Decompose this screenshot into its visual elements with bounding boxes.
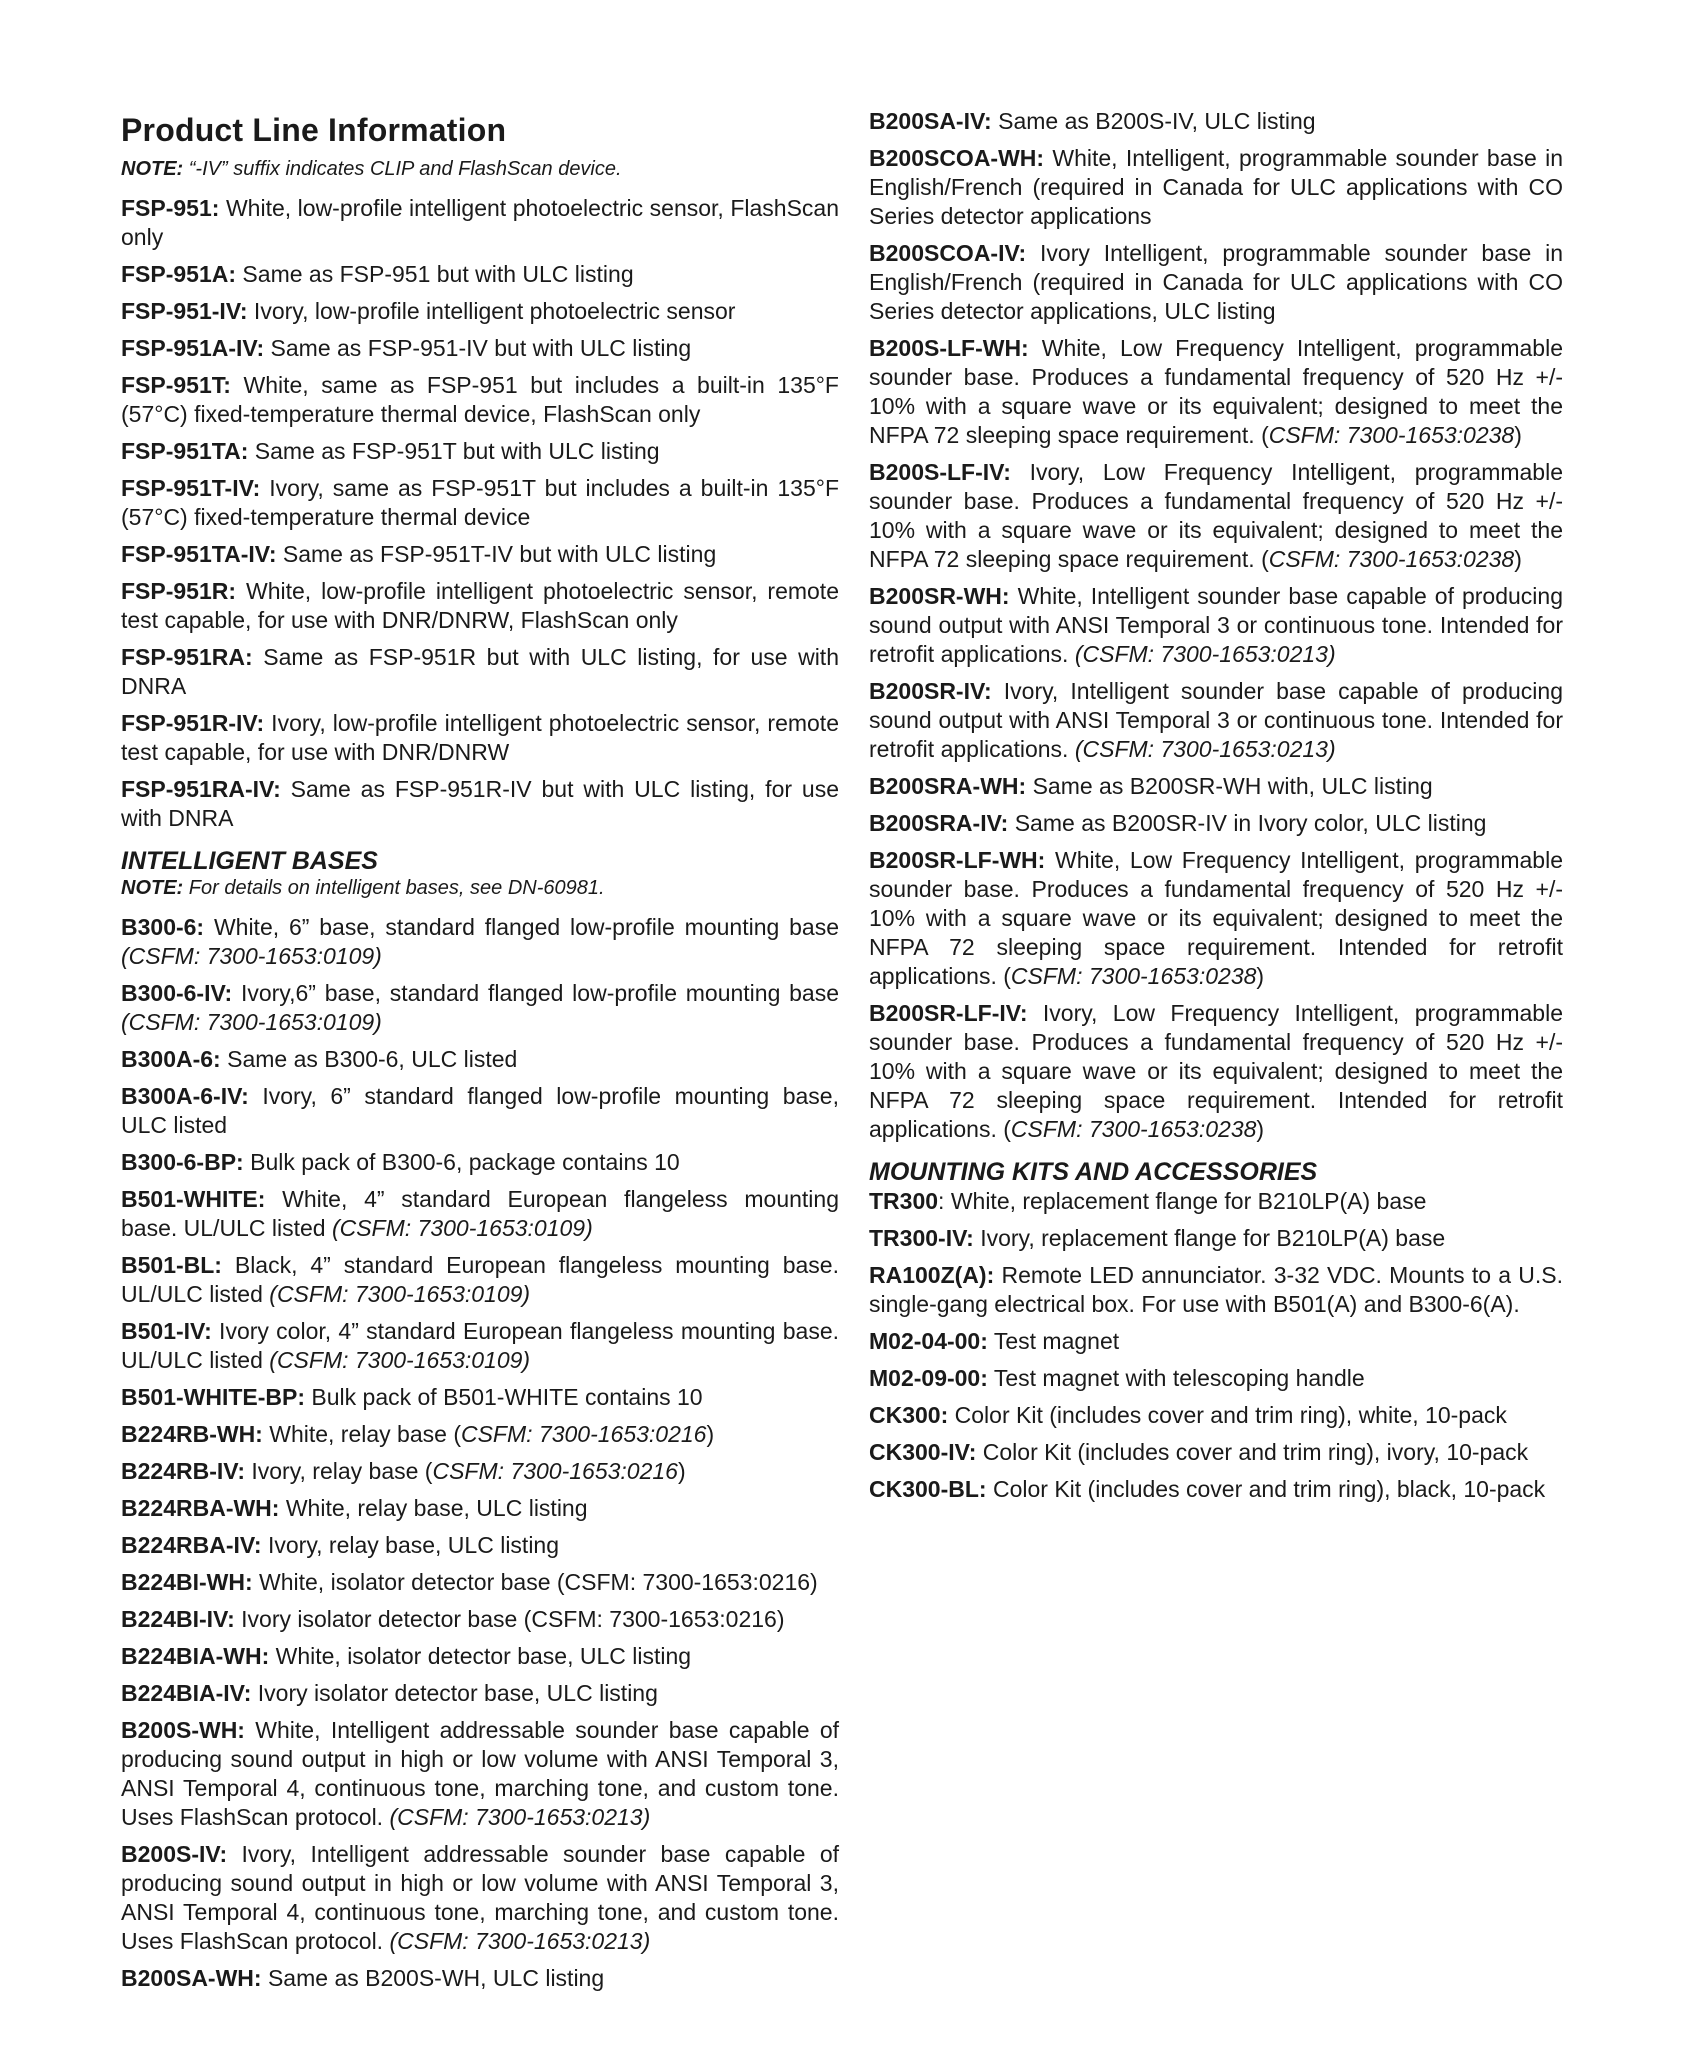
product-item: [869, 1401, 1563, 1430]
text-segment: White, relay base, ULC listing: [279, 1495, 588, 1521]
page-title: [121, 112, 839, 148]
product-code: FSP-951A:: [121, 261, 237, 287]
text-segment: White, Intelligent sounder base capable of producing sound output with ANSI Temporal 3 or continuous tone. Intended for retrofit applications.: [869, 583, 1563, 667]
product-code: FSP-951:: [121, 195, 220, 221]
text-segment: White, 6” base, standard flanged low-profile mounting base: [204, 914, 839, 940]
product-code: RA100Z(A):: [869, 1262, 995, 1288]
text-segment: Ivory, Intelligent sounder base capable of producing sound output with ANSI Temporal 3 or continuous tone. Intended for retrofit applications.: [869, 678, 1563, 762]
text-segment: Ivory isolator detector base (CSFM: 7300-1653:0216): [234, 1606, 785, 1632]
product-code: FSP-951TA-IV:: [121, 541, 277, 567]
product-item: [121, 1148, 839, 1177]
text-segment: Same as B200SR-WH with, ULC listing: [1026, 773, 1433, 799]
text-segment: Ivory, low-profile intelligent photoelectric sensor: [247, 298, 736, 324]
product-code: FSP-951RA-IV:: [121, 776, 281, 802]
product-item: [121, 1420, 839, 1449]
text-segment: Same as FSP-951T-IV but with ULC listing: [276, 541, 717, 567]
text-segment: White, relay base (: [262, 1421, 461, 1447]
product-item: [869, 144, 1563, 231]
product-code: FSP-951A-IV:: [121, 335, 265, 361]
text-segment: White, low-profile intelligent photoelectric sensor, remote test capable, for use with DNR/DNRW, FlashScan only: [121, 578, 839, 633]
text-segment: Ivory, relay base, ULC listing: [261, 1532, 560, 1558]
product-item: [121, 371, 839, 429]
product-code: B200SRA-IV:: [869, 810, 1009, 836]
product-item: [121, 474, 839, 532]
text-segment: Black, 4” standard European flangeless mounting base. UL/ULC listed: [121, 1252, 839, 1307]
product-code: B200SRA-WH:: [869, 773, 1027, 799]
product-item: [869, 677, 1563, 764]
italic-text-segment: (CSFM: 7300-1653:0109): [121, 1009, 382, 1035]
product-code: B200S-WH:: [121, 1717, 245, 1743]
text-segment: Same as FSP-951R but with ULC listing, for use with DNRA: [121, 644, 839, 699]
italic-text-segment: CSFM: 7300-1653:0216: [432, 1458, 678, 1484]
text-segment: Ivory, relay base (: [244, 1458, 433, 1484]
text-segment: Ivory, 6” standard flanged low-profile mounting base, ULC listed: [121, 1083, 839, 1138]
product-item: [869, 1187, 1563, 1216]
text-segment: White, same as FSP-951 but includes a built-in 135°F (57°C) fixed-temperature thermal device, FlashScan only: [121, 372, 839, 427]
text-segment: Color Kit (includes cover and trim ring), black, 10-pack: [986, 1476, 1546, 1502]
note: [121, 157, 839, 181]
product-item: [869, 107, 1563, 136]
product-item: [121, 1082, 839, 1140]
product-item: [121, 1251, 839, 1309]
product-code: M02-09-00:: [869, 1365, 988, 1391]
product-code: B200SR-IV:: [869, 678, 992, 704]
product-item: [121, 1605, 839, 1634]
text-segment: White, isolator detector base (CSFM: 7300-1653:0216): [252, 1569, 818, 1595]
product-code: B200SA-WH:: [121, 1965, 262, 1991]
note-label: NOTE:: [121, 158, 184, 180]
product-item: [121, 1716, 839, 1832]
product-item: [121, 775, 839, 833]
text-segment: White, 4” standard European flangeless mounting base. UL/ULC listed: [121, 1186, 839, 1241]
text-segment: Bulk pack of B300-6, package contains 10: [243, 1149, 680, 1175]
product-code: B300A-6-IV:: [121, 1083, 249, 1109]
product-code: TR300: [869, 1188, 939, 1214]
product-item: [869, 1327, 1563, 1356]
text-segment: White, isolator detector base, ULC listing: [269, 1643, 692, 1669]
product-code: CK300:: [869, 1402, 949, 1428]
text-segment: Same as FSP-951T but with ULC listing: [248, 438, 660, 464]
product-item: [121, 334, 839, 363]
text-segment: ): [677, 1458, 686, 1484]
product-item: [121, 1964, 839, 1993]
product-code: B224BI-WH:: [121, 1569, 253, 1595]
product-code: B224RB-IV:: [121, 1458, 245, 1484]
text-segment: Color Kit (includes cover and trim ring), white, 10-pack: [948, 1402, 1507, 1428]
product-code: FSP-951R:: [121, 578, 237, 604]
product-item: [869, 1475, 1563, 1504]
note-label: NOTE:: [121, 877, 184, 899]
product-code: CK300-BL:: [869, 1476, 987, 1502]
text-segment: White, Low Frequency Intelligent, programmable sounder base. Produces a fundamental frequency of 520 Hz +/- 10% with a square wave or its equivalent; designed to meet the NFPA 72 sleeping space requirement. Intended for retrofit applications. (: [869, 847, 1563, 989]
product-code: B200S-LF-WH:: [869, 335, 1029, 361]
product-item: [869, 582, 1563, 669]
product-code: B300-6-BP:: [121, 1149, 244, 1175]
text-segment: Ivory Intelligent, programmable sounder base in English/French (required in Canada for ULC applications with CO Series detector applications, ULC listing: [869, 240, 1563, 324]
note: [121, 876, 839, 900]
product-item: [869, 1261, 1563, 1319]
product-code: FSP-951TA:: [121, 438, 249, 464]
text-segment: Same as B200S-WH, ULC listing: [261, 1965, 605, 1991]
product-code: FSP-951T-IV:: [121, 475, 261, 501]
product-code: B501-IV:: [121, 1318, 212, 1344]
product-code: B300-6:: [121, 914, 205, 940]
product-code: TR300-IV:: [869, 1225, 974, 1251]
italic-text-segment: (CSFM: 7300-1653:0213): [1074, 736, 1336, 762]
text-segment: Same as FSP-951R-IV but with ULC listing, for use with DNRA: [121, 776, 839, 831]
product-code: B200SA-IV:: [869, 108, 992, 134]
text-segment: White, Low Frequency Intelligent, programmable sounder base. Produces a fundamental frequency of 520 Hz +/- 10% with a square wave or its equivalent; designed to meet the NFPA 72 sleeping space requirement. (: [869, 335, 1563, 448]
product-code: B200S-LF-IV:: [869, 459, 1011, 485]
product-item: [869, 846, 1563, 991]
product-code: FSP-951-IV:: [121, 298, 248, 324]
italic-text-segment: CSFM: 7300-1653:0216: [460, 1421, 707, 1447]
product-item: [869, 1364, 1563, 1393]
product-item: [121, 1494, 839, 1523]
product-code: FSP-951R-IV:: [121, 710, 265, 736]
product-item: [121, 643, 839, 701]
italic-text-segment: (CSFM: 7300-1653:0213): [389, 1928, 651, 1954]
product-item: [121, 297, 839, 326]
product-code: CK300-IV:: [869, 1439, 977, 1465]
product-code: B200SR-WH:: [869, 583, 1010, 609]
product-item: [121, 577, 839, 635]
product-item: [121, 437, 839, 466]
product-item: [869, 239, 1563, 326]
product-item: [869, 772, 1563, 801]
product-item: [121, 540, 839, 569]
product-item: [121, 1045, 839, 1074]
text-segment: Ivory, low-profile intelligent photoelectric sensor, remote test capable, for use with DNR/DNRW: [121, 710, 839, 765]
italic-text-segment: CSFM: 7300-1653:0238: [1268, 546, 1515, 572]
product-code: B200SCOA-WH:: [869, 145, 1045, 171]
product-code: B224BIA-IV:: [121, 1680, 252, 1706]
text-segment: Color Kit (includes cover and trim ring), ivory, 10-pack: [976, 1439, 1529, 1465]
text-segment: White, Intelligent, programmable sounder base in English/French (required in Canada for ULC applications with CO Series detector applications: [869, 145, 1563, 229]
text-segment: ): [706, 1421, 715, 1447]
text-segment: ): [1256, 963, 1265, 989]
product-code: B501-WHITE:: [121, 1186, 266, 1212]
text-segment: Ivory, Low Frequency Intelligent, programmable sounder base. Produces a fundamental frequency of 520 Hz +/- 10% with a square wave or its equivalent; designed to meet the NFPA 72 sleeping space requirement. Intended for retrofit applications. (: [869, 1000, 1563, 1142]
product-item: [121, 1317, 839, 1375]
text-segment: Ivory, Low Frequency Intelligent, programmable sounder base. Produces a fundamental frequency of 520 Hz +/- 10% with a square wave or its equivalent; designed to meet the NFPA 72 sleeping space requirement. (: [869, 459, 1563, 572]
product-code: B224BIA-WH:: [121, 1643, 270, 1669]
product-item: [869, 334, 1563, 450]
text-segment: White, Intelligent addressable sounder base capable of producing sound output in high or low volume with ANSI Temporal 3, ANSI Temporal 4, continuous tone, marching tone, and custom tone. Uses FlashScan protocol.: [121, 1717, 839, 1830]
product-item: [121, 709, 839, 767]
product-item: [869, 1438, 1563, 1467]
product-item: [121, 1185, 839, 1243]
product-code: B224RBA-WH:: [121, 1495, 280, 1521]
text-segment: Ivory,6” base, standard flanged low-profile mounting base: [232, 980, 839, 1006]
product-code: B200SCOA-IV:: [869, 240, 1027, 266]
product-code: B200SR-LF-IV:: [869, 1000, 1028, 1026]
italic-text-segment: (CSFM: 7300-1653:0213): [1074, 641, 1336, 667]
product-code: FSP-951RA:: [121, 644, 253, 670]
product-item: [869, 458, 1563, 574]
product-code: B224RBA-IV:: [121, 1532, 262, 1558]
product-item: [121, 1840, 839, 1956]
text-segment: Same as B300-6, ULC listed: [220, 1046, 518, 1072]
italic-text-segment: (CSFM: 7300-1653:0109): [269, 1347, 531, 1373]
product-item: [121, 260, 839, 289]
note-label: INTELLIGENT BASES: [121, 847, 378, 875]
italic-text-segment: For details on intelligent bases, see DN-60981.: [183, 877, 605, 899]
text-segment: Test magnet: [987, 1328, 1120, 1354]
text-segment: Ivory, replacement flange for B210LP(A) base: [973, 1225, 1446, 1251]
product-item: [121, 1457, 839, 1486]
product-item: [121, 979, 839, 1037]
section-heading: [869, 1158, 1563, 1187]
product-item: [121, 194, 839, 252]
italic-text-segment: CSFM: 7300-1653:0238: [1268, 422, 1515, 448]
product-code: Product Line Information: [121, 112, 507, 148]
section-heading: [121, 847, 839, 876]
note-label: MOUNTING KITS AND ACCESSORIES: [869, 1158, 1318, 1186]
column-left: [121, 112, 839, 2001]
product-code: B501-WHITE-BP:: [121, 1384, 306, 1410]
text-segment: Same as FSP-951 but with ULC listing: [236, 261, 634, 287]
text-segment: : White, replacement flange for B210LP(A) base: [938, 1188, 1427, 1214]
text-segment: Same as B200S-IV, ULC listing: [991, 108, 1316, 134]
italic-text-segment: (CSFM: 7300-1653:0109): [121, 943, 382, 969]
product-item: [121, 1679, 839, 1708]
italic-text-segment: CSFM: 7300-1653:0238: [1010, 1116, 1257, 1142]
product-code: B224RB-WH:: [121, 1421, 263, 1447]
product-item: [869, 1224, 1563, 1253]
text-segment: Test magnet with telescoping handle: [987, 1365, 1365, 1391]
product-code: B300-6-IV:: [121, 980, 233, 1006]
text-segment: ): [1256, 1116, 1265, 1142]
product-item: [121, 1531, 839, 1560]
text-segment: ): [1514, 422, 1522, 448]
product-item: [121, 1568, 839, 1597]
column-right: [869, 107, 1563, 1512]
text-segment: White, low-profile intelligent photoelectric sensor, FlashScan only: [121, 195, 839, 250]
text-segment: Remote LED annunciator. 3-32 VDC. Mounts to a U.S. single-gang electrical box. For use with B501(A) and B300-6(A).: [869, 1262, 1563, 1317]
product-code: B501-BL:: [121, 1252, 222, 1278]
product-code: M02-04-00:: [869, 1328, 988, 1354]
product-code: B224BI-IV:: [121, 1606, 235, 1632]
italic-text-segment: CSFM: 7300-1653:0238: [1010, 963, 1257, 989]
text-segment: Ivory color, 4” standard European flangeless mounting base. UL/ULC listed: [121, 1318, 839, 1373]
product-item: [121, 1642, 839, 1671]
product-item: [869, 809, 1563, 838]
text-segment: Ivory isolator detector base, ULC listing: [251, 1680, 658, 1706]
product-item: [869, 999, 1563, 1144]
text-segment: Bulk pack of B501-WHITE contains 10: [305, 1384, 703, 1410]
italic-text-segment: (CSFM: 7300-1653:0213): [389, 1804, 651, 1830]
italic-text-segment: “-IV” suffix indicates CLIP and FlashScan device.: [183, 158, 622, 180]
product-code: B200S-IV:: [121, 1841, 228, 1867]
text-segment: Ivory, Intelligent addressable sounder base capable of producing sound output in high or low volume with ANSI Temporal 3, ANSI Temporal 4, continuous tone, marching tone, and custom tone. Uses FlashScan protocol.: [121, 1841, 839, 1954]
product-code: B300A-6:: [121, 1046, 221, 1072]
text-segment: Same as B200SR-IV in Ivory color, ULC listing: [1008, 810, 1487, 836]
product-code: B200SR-LF-WH:: [869, 847, 1046, 873]
italic-text-segment: (CSFM: 7300-1653:0109): [331, 1215, 593, 1241]
product-code: FSP-951T:: [121, 372, 231, 398]
text-segment: ): [1514, 546, 1522, 572]
text-segment: Same as FSP-951-IV but with ULC listing: [264, 335, 692, 361]
text-segment: Ivory, same as FSP-951T but includes a built-in 135°F (57°C) fixed-temperature thermal device: [121, 475, 839, 530]
product-item: [121, 1383, 839, 1412]
product-item: [121, 913, 839, 971]
italic-text-segment: (CSFM: 7300-1653:0109): [269, 1281, 531, 1307]
